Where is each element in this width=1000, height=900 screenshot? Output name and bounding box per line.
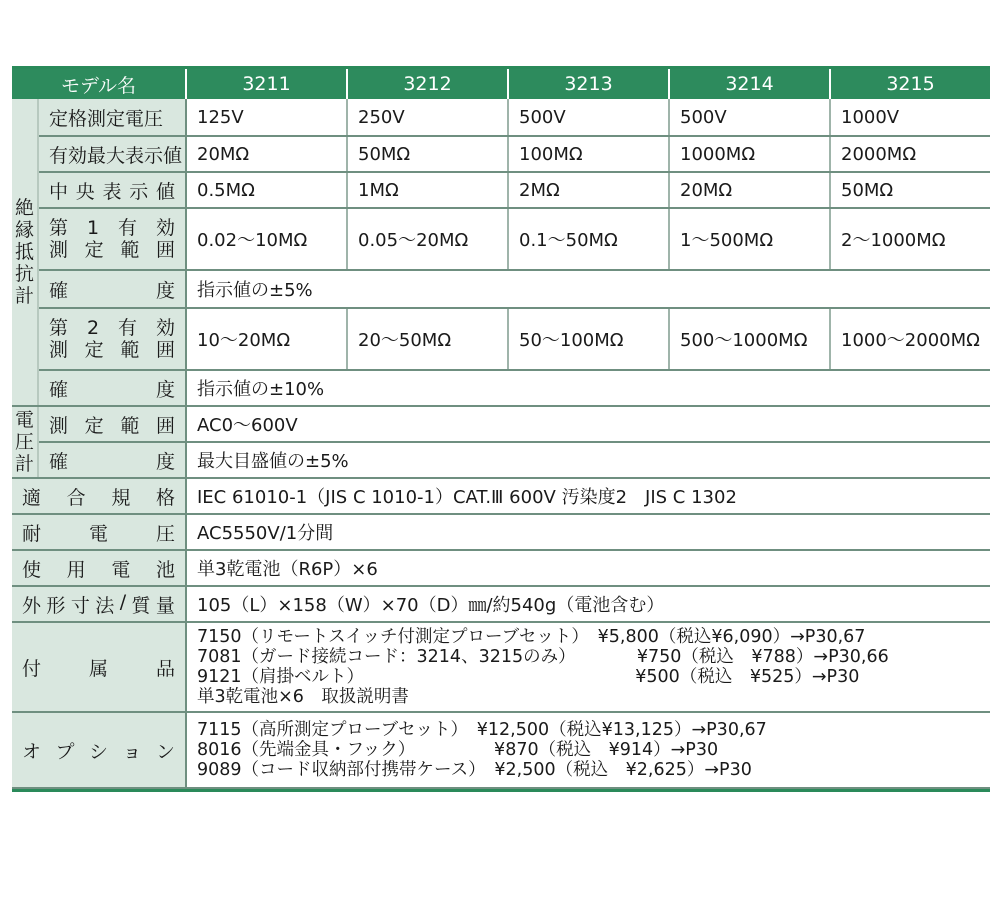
bottom-rule [12, 789, 990, 792]
option-line: 7115（高所測定プローブセット） ¥12,500（税込¥13,125）→P30,67 [197, 720, 767, 740]
cell-range2: 500〜1000MΩ [669, 308, 830, 370]
label-rated-voltage: 定格測定電圧 [38, 99, 186, 136]
cell-max-display: 20MΩ [186, 136, 347, 172]
label-battery: 使 用 電 池 [12, 550, 186, 586]
accessory-line: 7150（リモートスイッチ付測定プローブセット） ¥5,800（税込¥6,090）→P30,67 [197, 627, 866, 647]
row-center-display [12, 172, 990, 208]
row-withstand [12, 514, 990, 550]
cell-range1: 0.02〜10MΩ [186, 208, 347, 270]
cell-center-display: 0.5MΩ [186, 172, 347, 208]
row-accuracy2 [12, 370, 990, 406]
cell-range2: 50〜100MΩ [508, 308, 669, 370]
cell-center-display: 2MΩ [508, 172, 669, 208]
value-standards: IEC 61010-1（JIS C 1010-1）CAT.Ⅲ 600V 汚染度2 JIS C 1302 [186, 478, 990, 514]
value-withstand: AC5550V/1分間 [186, 514, 990, 550]
group-label-insulation: 絶縁抵抗計 [12, 99, 38, 406]
value-accessories [186, 622, 990, 712]
cell-rated-voltage: 1000V [830, 99, 990, 136]
header-row [12, 69, 990, 99]
cell-rated-voltage: 500V [508, 99, 669, 136]
cell-max-display: 2000MΩ [830, 136, 990, 172]
row-range2 [12, 308, 990, 370]
label-volt-accuracy: 確 度 [38, 442, 186, 478]
label-withstand: 耐 電 圧 [12, 514, 186, 550]
option-line: 9089（コード収納部付携帯ケース） ¥2,500（税込 ¥2,625）→P30 [197, 760, 752, 780]
label-accuracy2: 確 度 [38, 370, 186, 406]
model-header-3214: 3214 [669, 69, 830, 99]
label-range1 [38, 208, 186, 270]
cell-range1: 2〜1000MΩ [830, 208, 990, 270]
row-standards [12, 478, 990, 514]
cell-rated-voltage: 125V [186, 99, 347, 136]
cell-range2: 20〜50MΩ [347, 308, 508, 370]
spec-sheet [12, 66, 990, 792]
cell-rated-voltage: 250V [347, 99, 508, 136]
row-accessories [12, 622, 990, 712]
row-volt-accuracy [12, 442, 990, 478]
model-header-3213: 3213 [508, 69, 669, 99]
row-range1 [12, 208, 990, 270]
accessory-line: 単3乾電池×6 取扱説明書 [197, 687, 409, 707]
row-dimensions [12, 586, 990, 622]
label-range1-line2: 測 定 範 囲 [49, 239, 175, 261]
value-accuracy2: 指示値の±10% [186, 370, 990, 406]
cell-max-display: 100MΩ [508, 136, 669, 172]
cell-range2: 1000〜2000MΩ [830, 308, 990, 370]
label-range1-line1: 第 1 有 効 [49, 217, 175, 239]
label-options: オ プ シ ョ ン [12, 712, 186, 788]
value-options [186, 712, 990, 788]
cell-max-display: 1000MΩ [669, 136, 830, 172]
row-volt-range [12, 406, 990, 442]
cell-center-display: 20MΩ [669, 172, 830, 208]
cell-range1: 1〜500MΩ [669, 208, 830, 270]
label-accessories: 付 属 品 [12, 622, 186, 712]
model-header-3212: 3212 [347, 69, 508, 99]
cell-range1: 0.1〜50MΩ [508, 208, 669, 270]
cell-center-display: 1MΩ [347, 172, 508, 208]
label-range2-line1: 第 2 有 効 [49, 317, 175, 339]
value-volt-accuracy: 最大目盛値の±5% [186, 442, 990, 478]
cell-center-display: 50MΩ [830, 172, 990, 208]
row-max-display [12, 136, 990, 172]
value-battery: 単3乾電池（R6P）×6 [186, 550, 990, 586]
label-max-display: 有効最大表示値 [38, 136, 186, 172]
row-accuracy1 [12, 270, 990, 308]
label-accuracy1: 確 度 [38, 270, 186, 308]
label-range2 [38, 308, 186, 370]
accessory-line: 7081（ガード接続コード：3214、3215のみ） ¥750（税込 ¥788）→P30,66 [197, 647, 889, 667]
accessory-line: 9121（肩掛ベルト） ¥500（税込 ¥525）→P30 [197, 667, 860, 687]
cell-range2: 10〜20MΩ [186, 308, 347, 370]
model-name-header: モデル名 [12, 69, 186, 99]
label-range2-line2: 測 定 範 囲 [49, 339, 175, 361]
value-volt-range: AC0〜600V [186, 406, 990, 442]
label-volt-range: 測 定 範 囲 [38, 406, 186, 442]
model-header-3215: 3215 [830, 69, 990, 99]
value-accuracy1: 指示値の±5% [186, 270, 990, 308]
group-label-voltmeter: 電圧計 [12, 406, 38, 478]
option-line: 8016（先端金具・フック） ¥870（税込 ¥914）→P30 [197, 740, 719, 760]
label-center-display: 中 央 表 示 値 [38, 172, 186, 208]
model-header-3211: 3211 [186, 69, 347, 99]
row-options [12, 712, 990, 788]
row-rated-voltage [12, 99, 990, 136]
row-battery [12, 550, 990, 586]
label-dimensions: 外 形 寸 法 / 質 量 [12, 586, 186, 622]
spec-table [12, 69, 990, 789]
cell-range1: 0.05〜20MΩ [347, 208, 508, 270]
label-standards: 適 合 規 格 [12, 478, 186, 514]
cell-max-display: 50MΩ [347, 136, 508, 172]
value-dimensions: 105（L）×158（W）×70（D）㎜/約540g（電池含む） [186, 586, 990, 622]
cell-rated-voltage: 500V [669, 99, 830, 136]
